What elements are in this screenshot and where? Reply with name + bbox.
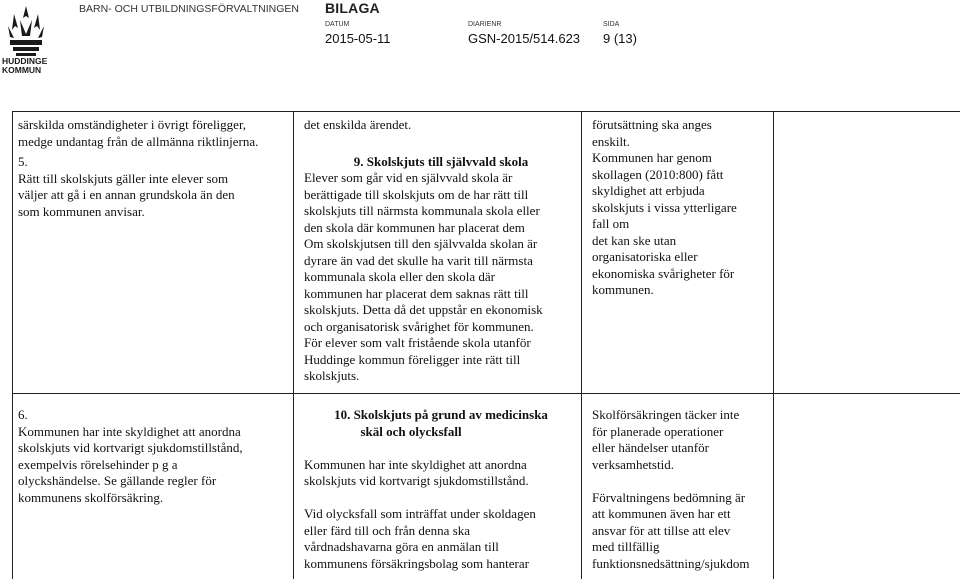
logo-wordmark: HUDDINGE KOMMUN — [2, 56, 48, 75]
table-text-line: Vid olycksfall som inträffat under skoldagen — [304, 506, 536, 521]
clause-number: 6. — [18, 407, 28, 422]
section-heading: 9. Skolskjuts till självvald skola — [353, 153, 529, 169]
table-text-line: berättigade till skolskjuts om de har rätt till — [304, 186, 529, 202]
row1-col3-cell — [592, 117, 770, 299]
row2-col3-cell — [592, 407, 770, 572]
table-text-line: enskilt. — [592, 133, 630, 149]
table-text-line: skolskjuts till närmsta kommunala skola eller — [304, 203, 540, 218]
table-text-line: skyldighet att erbjuda — [592, 183, 705, 198]
section-heading: skäl och olycksfall — [360, 423, 462, 439]
table-text-line: särskilda omständigheter i övrigt föreligger, — [18, 117, 247, 132]
table-left-border — [12, 111, 13, 579]
table-text-line: ansvar för att tillse att elev — [592, 522, 731, 538]
table-text-line: att kommunen även har ett — [592, 506, 731, 521]
table-top-border — [12, 111, 960, 112]
section-heading: 10. Skolskjuts på grund av medicinska — [334, 407, 548, 422]
table-text-line: medge undantag från de allmänna riktlinjerna. — [18, 133, 259, 149]
table-text-line: olyckshändelse. Se gällande regler för — [18, 473, 217, 488]
table-text-line: funktionsnedsättning/sjukdom — [592, 555, 750, 571]
table-text-line: Kommunen har inte skyldighet att anordna — [304, 456, 527, 472]
column-divider-2 — [581, 111, 582, 579]
table-text-line: den skola där kommunen har placerat dem — [304, 219, 525, 235]
table-text-line: ekonomiska svårigheter för — [592, 265, 735, 281]
row1-col2-cell — [304, 117, 578, 385]
table-text-line: för planerade operationer — [592, 423, 724, 439]
table-text-line: skolskjuts vid kortvarigt sjukdomstillstånd, — [18, 440, 243, 455]
page-label: SIDA — [603, 21, 620, 28]
table-text-line: För elever som valt fristående skola utanför — [304, 335, 531, 350]
table-text-line: det kan ske utan — [592, 232, 677, 248]
table-text-line: med tillfällig — [592, 539, 660, 554]
table-text-line: kommunen. — [592, 282, 654, 297]
page-value: 9 (13) — [603, 31, 637, 46]
table-text-line: fall om — [592, 216, 630, 231]
table-text-line: dyrare än vad det skulle ha varit till närmsta — [304, 252, 533, 268]
clause-number: 5. — [18, 154, 28, 169]
organization-name: BARN- OCH UTBILDNINGSFÖRVALTNINGEN — [79, 3, 299, 15]
column-divider-1 — [293, 111, 294, 579]
table-text-line: Elever som går vid en självvald skola är — [304, 170, 513, 185]
table-text-line: kommunens försäkringsbolag som hanterar — [304, 555, 529, 571]
table-text-line: skolskjuts. — [304, 368, 360, 383]
table-text-line: eller färd till och från denna ska — [304, 522, 471, 538]
document-type: BILAGA — [325, 0, 380, 16]
table-text-line: eller händelser utanför — [592, 440, 709, 455]
table-text-line: kommunen har placerat dem saknas rätt till — [304, 285, 529, 301]
table-text-line: verksamhetstid. — [592, 456, 674, 472]
table-text-line: och organisatorisk svårighet för kommunen. — [304, 318, 534, 334]
table-text-line: organisatoriska eller — [592, 249, 698, 264]
row-divider — [12, 393, 960, 394]
reg-number-value: GSN-2015/514.623 — [468, 31, 581, 46]
table-text-line: skolskjuts vid kortvarigt sjukdomstillstånd. — [304, 473, 529, 488]
table-text-line: Rätt till skolskjuts gäller inte elever som — [18, 170, 229, 186]
table-text-line: som kommunen anvisar. — [18, 203, 145, 219]
row2-col2-cell — [304, 407, 578, 572]
table-text-line: skolskjuts i vissa ytterligare — [592, 199, 737, 215]
table-text-line: skolskjuts. Detta då det uppstår en ekonomisk — [304, 302, 543, 317]
table-text-line: Huddinge kommun föreligger inte rätt till — [304, 351, 521, 367]
table-text-line: exempelvis rörelsehinder p g a — [18, 456, 178, 472]
table-text-line: Förvaltningens bedömning är — [592, 489, 746, 505]
table-text-line: Om skolskjutsen till den självvalda skolan är — [304, 236, 538, 251]
table-text-line: det enskilda ärendet. — [304, 117, 412, 132]
document-header — [0, 0, 960, 90]
column-divider-3 — [773, 111, 774, 579]
table-text-line: Kommunen har inte skyldighet att anordna — [18, 423, 241, 439]
date-label: DATUM — [325, 21, 350, 28]
date-value: 2015-05-11 — [325, 31, 391, 46]
table-text-line: kommunala skola eller den skola där — [304, 269, 495, 284]
table-text-line: förutsättning ska anges — [592, 117, 712, 132]
table-text-line: vårdnadshavarna göra en anmälan till — [304, 539, 499, 554]
table-text-line: Skolförsäkringen täcker inte — [592, 407, 740, 422]
reg-number-label: DIARIENR — [468, 21, 502, 28]
row1-col1-cell — [18, 117, 290, 220]
table-text-line: väljer att gå i en annan grundskola än den — [18, 187, 235, 202]
table-text-line: Kommunen har genom — [592, 150, 712, 165]
crown-logo-icon — [4, 4, 48, 62]
table-text-line: skollagen (2010:800) fått — [592, 166, 724, 182]
table-text-line: kommunens skolförsäkring. — [18, 489, 164, 505]
row2-col1-cell — [18, 407, 290, 506]
